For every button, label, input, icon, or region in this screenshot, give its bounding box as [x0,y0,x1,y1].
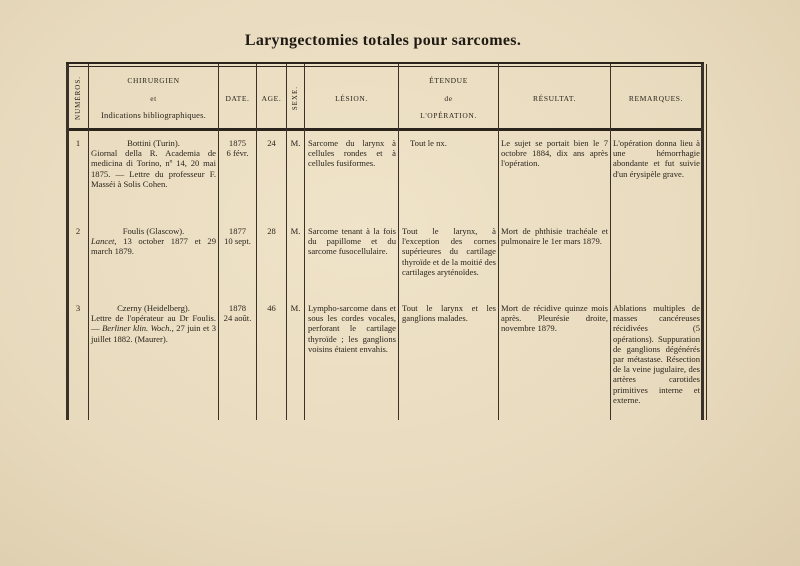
row-etendue: Tout le larynx et les ganglions malades. [402,303,496,324]
bibliography-reference: Giornal della R. Academia de medicina di Torino, nº 14, 20 mai 1875. — Lettre du professeur F. Masséi à Solis Cohen. [91,148,216,189]
row-sexe: M. [290,138,301,148]
row-numero: 2 [75,226,81,236]
row-date: 1877 10 sept. [224,226,251,247]
header-chirurgien-line1: CHIRURGIEN [127,76,180,85]
header-numeros: NUMÉROS. [73,76,82,120]
journal-title: Lancet, [91,236,117,247]
reference-letter: Lettre de l'opérateur au Dr Foulis. — [91,313,216,334]
surgeon-name: Czerny (Heidelberg). [117,303,190,313]
row-remarques: L'opération donna lieu à une hémorrhagie abondante et fut suivie d'un érysipèle grave. [613,138,700,179]
header-etendue-line3: L'OPÉRATION. [420,111,477,120]
table-top-rule [66,62,704,64]
page-title: Laryngectomies totales pour sarcomes. [244,32,522,49]
row-age: 46 [267,303,276,313]
row-resultat: Mort de phthisie trachéale et pulmonaire le 1er mars 1879. [501,226,608,247]
header-etendue [399,70,498,126]
header-sexe: SEXE. [291,85,299,111]
header-chirurgien-line3: Indications bibliographiques. [101,110,206,120]
journal-title: Berliner klin. Woch., [102,323,174,334]
reference-dates: 13 october 1877 et 29 march 1879. [91,236,216,257]
row-chirurgien [91,226,216,257]
header-date: DATE. [225,93,250,103]
bibliography-reference [91,313,216,344]
row-resultat: Le sujet se portait bien le 7 octobre 1884, dix ans après l'opération. [501,138,608,169]
row-sexe: M. [290,226,301,236]
surgeon-name: Foulis (Glascow). [122,226,185,236]
header-age: AGE. [261,93,282,103]
bibliography-reference [91,236,216,256]
column-rule [706,64,707,420]
row-resultat: Mort de récidive quinze mois après. Pleurésie droite, novembre 1879. [501,303,608,334]
header-resultat: RÉSULTAT. [533,93,576,103]
row-age: 28 [267,226,276,236]
row-lesion: Sarcome du larynx à cellules rondes et à cellules fusiformes. [308,138,396,169]
row-age: 24 [267,138,276,148]
row-date: 1878 24 août. [223,303,252,324]
row-etendue: Tout le nx. [410,138,447,148]
row-chirurgien [91,303,216,344]
row-lesion: Lympho-sarcome dans et sous les cordes vocales, perforant le cartilage thyroïde ; les ganglions voisins étaient envahis. [308,303,396,354]
row-sexe: M. [290,303,301,313]
header-chirurgien [89,70,218,126]
header-etendue-line1: ÉTENDUE [429,76,468,85]
row-date: 1875 6 févr. [226,138,249,159]
reference-dates: 27 juin et 3 juillet 1882. (Maurer). [91,323,217,344]
header-chirurgien-line2: et [150,93,157,103]
column-rule [701,64,704,420]
header-etendue-line2: de [444,93,453,103]
header-lesion: LÉSION. [335,93,368,103]
table-top-rule-thin [66,66,704,67]
row-numero: 1 [75,138,81,148]
row-remarques: Ablations multiples de masses cancéreuses récidivées (5 opérations). Suppuration de ganglions dégénérés par métastase. Résection de la veine jugulaire, des artères carotides primitives interne et externe. [613,303,700,405]
surgeon-name: Bottini (Turin). [127,138,180,148]
row-lesion: Sarcome tenant à la fois du papillome et du sarcome fusocellulaire. [308,226,396,257]
row-etendue: Tout le larynx, à l'exception des cornes supérieures du cartilage thyroïde et de la moitié des cartilages aryténoïdes. [402,226,496,277]
row-chirurgien [91,138,216,189]
row-numero: 3 [75,303,81,313]
sarcoma-table [62,62,708,420]
header-rule [66,128,704,131]
header-remarques: REMARQUES. [628,93,684,103]
